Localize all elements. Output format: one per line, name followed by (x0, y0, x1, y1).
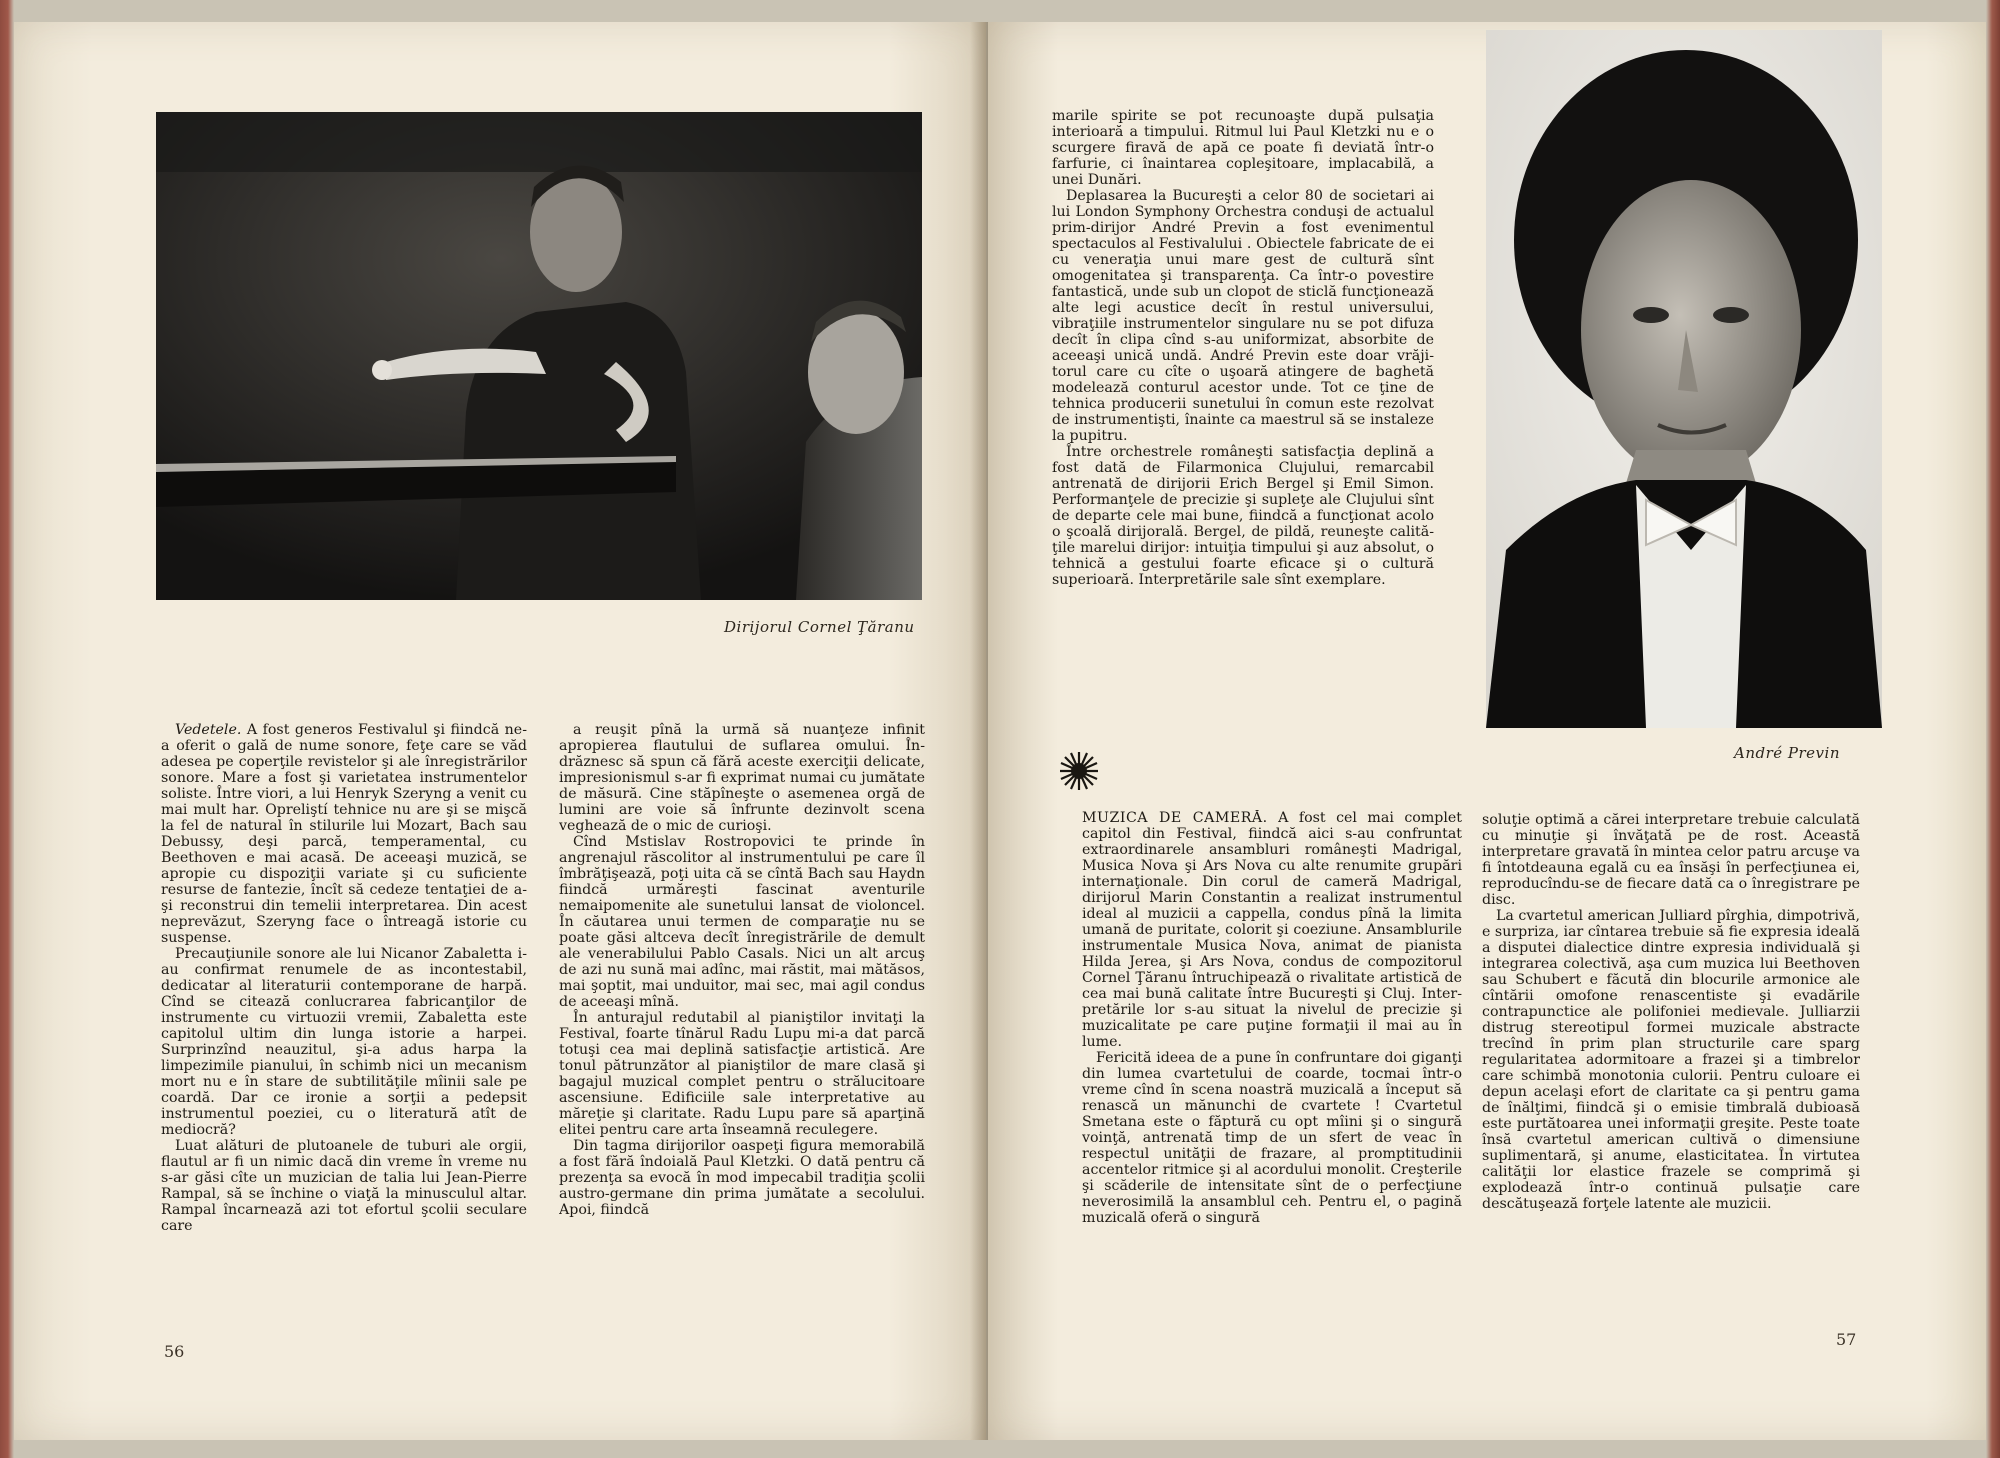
paragraph (1052, 188, 1434, 444)
right-page (988, 22, 1986, 1440)
paragraph-text: Fericită ideea de a pune în confruntare doi giganţi din lumea cvartetului de coarde, tocmai într-o vreme cînd în scena noastră muzicală a început să renască un mănunchi de cvartete ! Cvartetul Smetana este o făptură cu opt mîini şi o singură voinţă, antrenată timp de un sfert de veac în respectul unităţii de frazare, al promptitudinii accentelor ritmice şi al acordului monolit. Creşterile şi scăderile de intensitate sînt de o perfecţiune neverosimilă la ansamblul ceh. Pentru el, o pagină muzicală oferă o singură (1082, 1050, 1462, 1226)
photo-andre-previn-image (1486, 30, 1882, 728)
left-column-2 (559, 722, 925, 1322)
photo-conductor (156, 112, 922, 600)
left-page (14, 22, 986, 1440)
paragraph-text: Din tagma dirijorilor oaspeţi figura memorabilă a fost fără îndoială Paul Kletzki. O dată pentru că prezenţa sa evocă în mod impecabil tradiţia şcolii austro-germane din prima jumătate a secolului. Apoi, fiindcă (559, 1138, 925, 1218)
section-title: MUZICA DE CAMERĂ. (1082, 810, 1268, 826)
paragraph-text: Luat alături de plutoanele de tuburi ale orgii, flautul ar fi un nimic dacă din vreme în vreme nu s-ar găsi cîte un muzician de talia lui Jean-Pierre Rampal, să se închine o viaţă la minusculul altar. Rampal încarnează azi tot efortul şcolii seculare care (161, 1138, 527, 1234)
paragraph-text: Cînd Mstislav Rostropovici te prinde în angrenajul răscolitor al instrumentului pe care îl îmbrăţişează, poţi uita că se cîntă Bach sau Haydn fiindcă urmăreşti fascinat aventurile nemaipomenite ale sunetului lansat de violoncel. În căutarea unui termen de comparaţie nu se poate găsi altceva decît înregistrările de demult ale venerabilului Pablo Casals. Nici un alt arcuş de azi nu sună mai adînc, mai răstit, mai mătăsos, mai şoptit, mai unduitor, mai sec, mai agil condus de aceeaşi mînă. (559, 834, 925, 1010)
page-number-left: 56 (164, 1342, 185, 1361)
paragraph-text: Precauţiunile sonore ale lui Nicanor Zabaletta i-au confirmat renumele de as incontestabil, dedicatar al literaturii contemporane de harpă. Cînd se citează conlucrarea fabricanţilor de instrumente cu virtuozii vremii, Zabaletta este capitolul ultim din lunga istorie a harpei. Surprinzînd neauzitul, şi-a adus harpa la limpezimile pianului, în schimb nici un mecanism mort nu e în stare de subtilităţile mîinii sale pe coardă. Dar ce ironie a sorţii a pedepsit instrumentul poeziei, cu o literatură atît de mediocră? (161, 946, 527, 1138)
paragraph-text: Între orchestrele româneşti satisfacţia deplină a fost dată de Filarmonica Clujului, remarcabil antrenată de dirijorii Erich Bergel şi Emil Simon. Performanţele de precizie şi supleţe ale Clujului sînt de departe cele mai bune, fiindcă a funcţionat acolo o şcoală dirijorală. Bergel, de pildă, reuneşte calităţile marelui dirijor: intuiţia timpului şi auz absolut, o tehnică a gestului foarte eficace şi o cultură superioară. Interpretările sale sînt exemplare. (1052, 444, 1434, 588)
sunburst-icon (1058, 750, 1100, 792)
page-number-right: 57 (1836, 1330, 1857, 1349)
paragraph (161, 946, 527, 1138)
photo-andre-previn (1486, 30, 1882, 728)
photo-caption-previn: André Previn (1734, 744, 1840, 762)
paragraph (559, 722, 925, 834)
paragraph (1052, 108, 1434, 188)
paragraph-text: În anturajul redutabil al pianiştilor invitaţi la Festival, foarte tînărul Radu Lupu mi-a dat parcă totuşi cea mai deplină satisfacţie artistică. Are tonul pătrunzător al pianiştilor de mare clasă şi bagajul muzical complet pentru o strălucitoare ascensiune. Edificiile sale interpretative au măreţie şi claritate. Radu Lupu pare să aparţină elitei pentru care arta înseamnă reculegere. (559, 1010, 925, 1138)
paragraph-text: Deplasarea la Bucureşti a celor 80 de societari ai lui London Symphony Orchestra conduşi de actualul prim-dirijor André Previn a fost evenimentul spectaculos al Festivalului . Obiectele fabricate de ei cu veneraţia unui mare gest de cultură sînt omogenitatea şi transparenţa. Ca într-o povestire fantastică, unde sub un clopot de sticlă funcţionează alte legi acustice decît în restul universului, vibraţiile instrumentelor singulare nu se pot difuza decît în clipa cînd s-au uniformizat, absorbite de aceeaşi unică undă. André Previn este doar vrăjitorul care cu cîte o uşoară atingere de baghetă modelează conturul acestor unde. Tot ce ţine de tehnica producerii sunetului în comun este rezolvat de instrumentişti, înainte ca maestrul să se instaleze la pupitru. (1052, 188, 1434, 444)
section-column-2 (1482, 812, 1860, 1332)
paragraph (1082, 810, 1462, 1050)
paragraph (559, 1138, 925, 1218)
paragraph-text: A fost generos Festivalul şi fiindcă ne-a oferit o gală de nume sonore, feţe care se văd adesea pe coperţile revistelor şi ale înregistrărilor sonore. Mare a fost şi varietatea instrumentelor soliste. Între viori, a lui Henryk Szeryng a venit cu mai mult har. Opreliştí tehnice nu are şi se mişcă la fel de natural în stilurile lui Mozart, Bach sau Debussy, deşi parcă, temperamental, cu Beethoven e mai acasă. De aceeaşi muzică, se apropie cu dispoziţii variate şi cu suficiente resurse de fantezie, încît să cedeze tentaţiei de a-şi reconstrui din temelii interpretarea. Din acest neprevăzut, Szeryng face o întreagă istorie cu suspense. (161, 722, 527, 946)
paragraph-text: A fost cel mai complet capitol din Festival, fiindcă aici s-au confruntat extraordinarele ansambluri româneşti Madrigal, Musica Nova şi Ars Nova cu alte renumite grupări internaţionale. Din corul de cameră Madrigal, dirijorul Marin Constantin a realizat instrumentul ideal al muzicii a cappella, condus pînă la limita umană de puritate, colorit şi coeziune. Ansamblurile instrumentale Musica Nova, animat de pianista Hilda Jerea, şi Ars Nova, condus de compozitorul Cornel Ţăranu întruchipează o rivalitate artistică de cea mai bună calitate între Bucureşti şi Cluj. Interpretările lor s-au situat la nivelul de precizie şi muzicalitate pe care puţine formaţii il mai au în lume. (1082, 810, 1462, 1050)
paragraph-text: a reuşit pînă la urmă să nuanţeze infinit apropierea flautului de suflarea omului. Îndrăznesc să spun că fără aceste exerciţii delicate, impresionismul s-ar fi exprimat numai cu jumătate de măsură. Cine stăpîneşte o asemenea orgă de lumini are voie să înfrunte dezinvolt scena veghează de o mic de curioşi. (559, 722, 925, 834)
paragraph (1082, 1050, 1462, 1226)
paragraph-lead: Vedetele. (175, 722, 242, 738)
left-column-1 (161, 722, 527, 1322)
right-column-top (1052, 108, 1434, 728)
paragraph-text: soluţie optimă a cărei interpretare trebuie calculată cu minuţie şi învăţată pe de rost. Această interpretare gravată în mintea celor patru arcuşe va fi întotdeauna egală cu ea însăşi în perfecţiunea ei, reproducîndu-se de fiecare dată ca o înregistrare pe disc. (1482, 812, 1860, 908)
paragraph (1482, 908, 1860, 1212)
paragraph-text: marile spirite se pot recunoaşte după pulsaţia interioară a timpului. Ritmul lui Paul Kletzki nu e o scurgere firavă de apă ce poate fi deviată într-o farfurie, ci înaintarea copleşitoare, implacabilă, a unei Dunări. (1052, 108, 1434, 188)
paragraph (1052, 444, 1434, 588)
section-column-1 (1082, 810, 1462, 1330)
photo-conductor-image (156, 112, 922, 600)
paragraph (161, 1138, 527, 1234)
paragraph-text: La cvartetul american Julliard pîrghia, dimpotrivă, e surpriza, iar cîntarea trebuie să fie expresia ideală a disputei dialectice dintre expresia individuală şi integrarea colectivă, aşa cum muzica lui Beethoven sau Schubert e făcută din blocurile armonice ale cîntării omofone renascentiste şi evadările contrapunctice ale polifoniei medievale. Julliarzii distrug stereotipul formei muzicale abstracte trecînd în prim plan structurile care sparg regularitatea adormitoare a frazei şi a timbrelor care schimbă monotonia culorii. Pentru culoare ei depun acelaşi efort de claritate ca şi pentru gama de înălţimi, fiindcă şi o emisie timbrală dubioasă este purtătoarea unei informaţii greşite. Peste toate însă cvartetul american cultivă o dimensiune suplimentară, şi anume, elasticitatea. În virtutea calităţii lor elastice frazele se comprimă şi explodează într-o continuă pulsaţie care descătuşează forţele latente ale muzicii. (1482, 908, 1860, 1212)
paragraph (559, 1010, 925, 1138)
photo-caption: Dirijorul Cornel Ţăranu (724, 618, 915, 636)
paragraph (161, 722, 527, 946)
paragraph (559, 834, 925, 1010)
paragraph (1482, 812, 1860, 908)
